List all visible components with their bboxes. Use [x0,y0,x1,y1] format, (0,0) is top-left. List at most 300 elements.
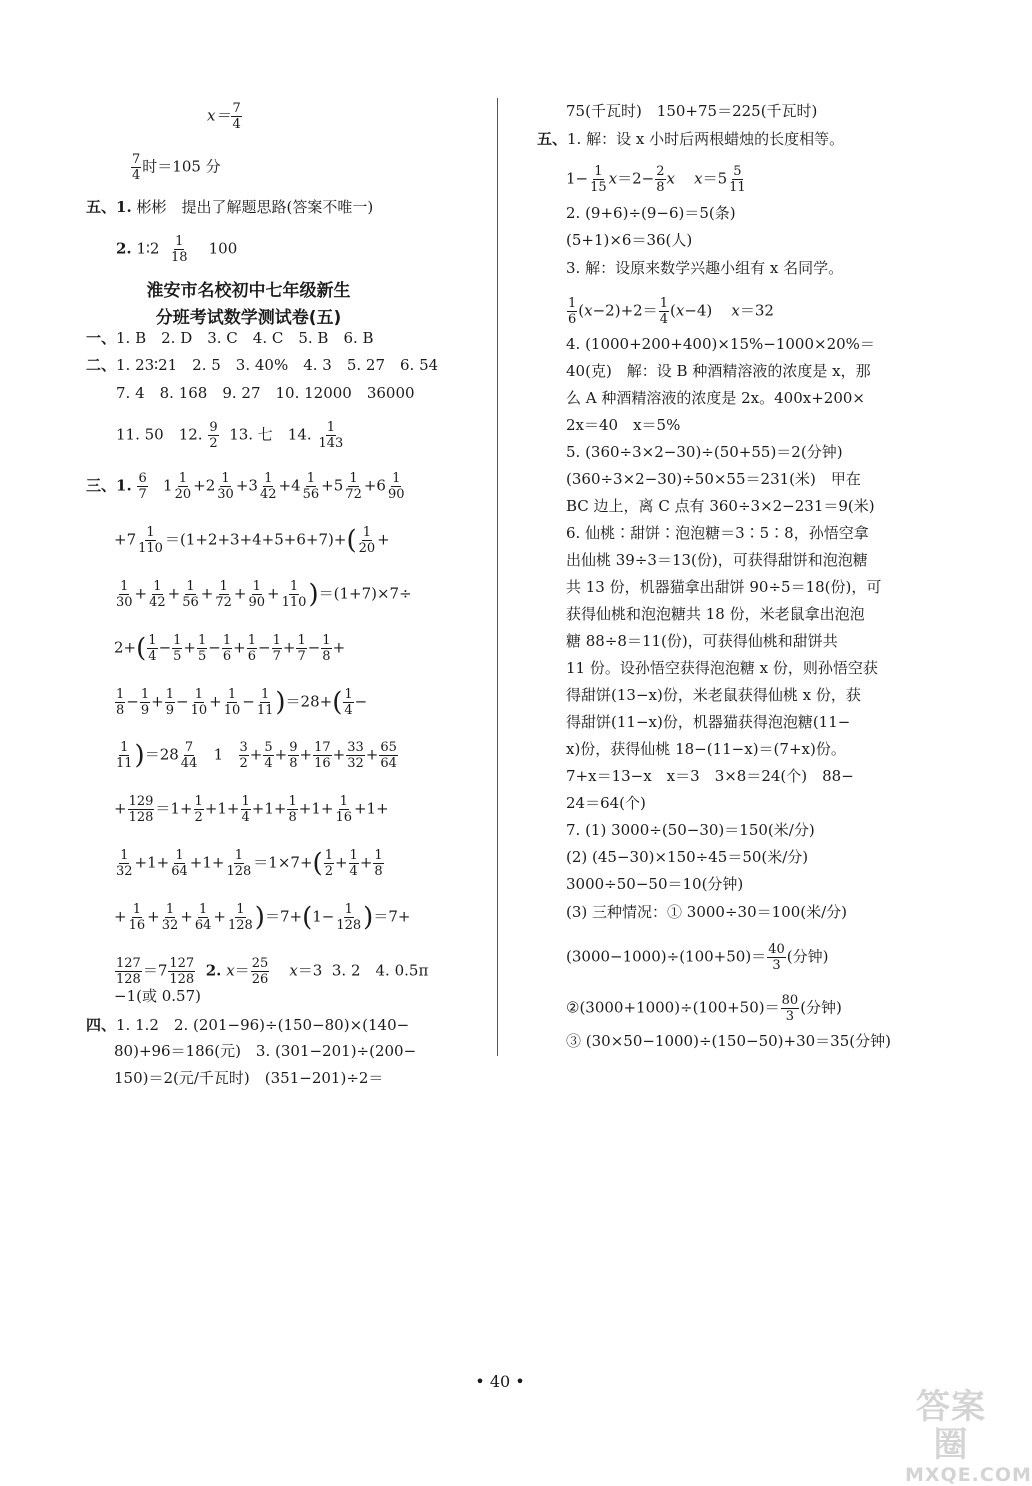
fraction-num: 1 [344,902,353,917]
item-number: 1. [116,476,132,495]
column-divider [497,98,498,1056]
fraction-den: 5 [173,649,182,664]
left-line-hours [130,152,221,183]
fraction-num: 5 [264,740,273,755]
var: x＝ [207,106,231,125]
fraction [248,579,267,610]
fraction [208,420,218,451]
text: 时＝105 分 [142,157,221,176]
fraction [251,956,270,987]
fraction-num: 2 [656,164,665,179]
fraction-num: 1 [306,471,316,486]
fraction [194,794,204,825]
fraction [334,794,353,825]
var: x [666,169,676,188]
fraction-num: 1 [339,794,348,809]
fraction-den: 10 [190,703,208,718]
fraction-num: 17 [314,740,331,755]
left-section3-line5: $\frac{1}{8}$ − $\frac{1}{9}$ + $\frac{1}{9}$ − $\frac{1}{10}$ + $\frac{1}{10}$ − $\frac{1}{11}$ )＝28+( $\frac{1}{4}$ − [116,687,368,718]
fraction-den: 128 [226,864,252,879]
fraction-num: 1 [349,471,358,486]
fraction [115,579,134,610]
fraction-num: 127 [116,956,141,971]
left-section3-cont: −1(或 0.57) [114,987,201,1005]
fraction [174,471,193,502]
right-line14: 6. 仙桃∶甜饼∶泡泡糖＝3∶5∶8，孙悟空拿 [566,524,869,542]
watermark-text: 答案圈 [916,1387,986,1465]
fraction-den: 16 [128,918,146,933]
fraction-den: 128 [116,972,141,987]
fraction [194,902,213,933]
text: 1. 23∶21 2. 5 3. 40% 4. 3 5. 27 6. 54 [116,356,439,374]
fraction-num: 1 [241,794,250,809]
fraction-num: 1 [198,633,207,648]
fraction-den: 128 [169,972,195,987]
fraction-den: 20 [358,541,376,556]
fraction-den: 3 [772,958,781,973]
fraction-den: 20 [174,487,192,502]
fraction-den: 2 [239,756,248,771]
text: 100 [208,239,238,258]
fraction [128,902,147,933]
fraction-den: 8 [289,756,298,771]
fraction-den: 90 [387,487,405,502]
fraction [589,164,608,195]
right-cont-line: 75(千瓦时) 150+75＝225(千瓦时) [566,102,818,120]
watermark-logo [905,1387,1032,1486]
left-section2-line2: 7. 4 8. 168 9. 27 10. 12000 36000 [116,384,415,402]
watermark-domain: MXQE.COM [905,1464,1032,1486]
fraction [225,848,252,879]
fraction-num: 1 [120,848,129,863]
fraction-den: 4 [241,810,250,825]
fraction-num: 1 [120,740,129,755]
left-section5-item2 [116,234,237,265]
fraction-den: 6 [247,649,256,664]
fraction-num: 1 [234,848,244,863]
fraction-num: 1 [349,848,358,863]
fraction-num: 1 [198,902,208,917]
fraction-num: 1 [132,902,141,917]
fraction-num: 1 [362,525,372,540]
fraction-den: 30 [116,595,133,610]
fraction-num: 1 [165,687,174,702]
fraction [259,471,278,502]
fraction [302,471,321,502]
right-line11: 5. (360÷3×2−30)÷(50+55)＝2(分钟) [566,443,843,461]
fraction [137,471,147,502]
var: x [608,169,618,188]
right-line27: 3000÷50−50＝10(分钟) [566,875,744,893]
fraction [272,633,282,664]
fraction-den: 110 [281,595,307,610]
fraction-den: 32 [116,864,133,879]
fraction [767,942,786,973]
fraction-num: 1 [568,296,577,311]
left-line-x-equals [207,101,243,132]
fraction [190,687,209,718]
right-line5: 3. 解：设原来数学兴趣小组有 x 名同学。 [566,259,844,277]
text: (3000−1000)÷(100+50)＝ [566,947,767,966]
fraction-num: 65 [380,740,397,755]
fraction [115,848,134,879]
left-section3-line8: $\frac{1}{32}$ +1+ $\frac{1}{64}$ +1+ $\frac{1}{128}$ ＝1×7+( $\frac{1}{2}$ + $\frac{1}{4}$ + $\frac{1}{8}$ [116,848,383,879]
fraction [115,687,125,718]
fraction [231,101,241,132]
fraction [197,633,207,664]
text: 1. 1.2 2. (201−96)÷(150−80)×(140− [116,1016,410,1034]
text: 0.5π [394,961,429,980]
fraction-den: 4 [264,756,273,771]
fraction-num: 1 [140,687,150,702]
var: x [226,961,235,980]
fraction-den: 128 [128,810,154,825]
text: ②(3000+1000)÷(100+50)＝ [566,998,780,1017]
fraction [247,633,257,664]
left-section4-line1 [86,1015,409,1035]
fraction-den: 143 [318,436,344,451]
fraction-den: 16 [314,756,331,771]
fraction [256,687,275,718]
fraction-den: 15 [590,180,607,195]
fraction-num: 7 [132,152,141,167]
left-section3-line9: + $\frac{1}{16}$ + $\frac{1}{32}$ + $\frac{1}{64}$ + $\frac{1}{128}$ )＝7+(1− $\frac{1}{128}$ )＝7+ [114,902,411,933]
text: 13. 七 14. [229,425,312,444]
var: x [289,961,298,980]
fraction-den: 6 [568,312,577,327]
fraction-den: 44 [180,756,198,771]
fraction-num: 7 [184,740,194,755]
left-section2-line1 [86,355,438,375]
exam-title-line1: 淮安市名校初中七年级新生 [146,281,351,301]
fraction-den: 9 [140,703,150,718]
fraction [131,152,141,183]
fraction-den: 5 [198,649,207,664]
fraction-den: 8 [656,180,665,195]
fraction [728,164,747,195]
fraction-num: 1 [252,579,261,594]
right-line24: 24＝64(个) [566,794,646,812]
fraction [168,956,195,987]
fraction-num: 25 [251,956,269,971]
fraction-den: 7 [138,487,147,502]
text: 1∶2 [136,239,160,258]
fraction-den: 90 [248,595,266,610]
fraction-den: 6 [222,649,232,664]
left-section1 [86,328,374,348]
fraction-num: 9 [289,740,298,755]
fraction-num: 1 [289,579,299,594]
left-section4-line3: 150)＝2(元/千瓦时) (351−201)÷2＝ [114,1069,384,1087]
fraction-num: 1 [178,471,188,486]
fraction-num: 1 [594,164,603,179]
fraction-den: 10 [223,703,241,718]
fraction-den: 11 [256,703,274,718]
fraction [214,579,233,610]
fraction [317,420,344,451]
fraction-den: 30 [217,487,234,502]
section-label: 一、 [86,329,117,347]
fraction [349,848,359,879]
fraction-num: 1 [173,633,182,648]
fraction-den: 64 [380,756,397,771]
fraction [335,902,362,933]
fraction-den: 8 [288,810,297,825]
left-section4-line2: 80)+96＝186(元) 3. (301−201)÷(200− [114,1042,417,1060]
fraction-den: 4 [349,864,358,879]
fraction-num: 1 [222,633,232,648]
right-section5-line1 [537,129,844,149]
fraction [387,471,406,502]
right-line12: (360÷3×2−30)÷50×55＝231(米) 甲在 [566,470,861,488]
fraction-den: 32 [347,756,364,771]
fraction-num: 1 [153,579,162,594]
fraction-num: 127 [169,956,195,971]
left-section3-line3: $\frac{1}{30}$ + $\frac{1}{42}$ + $\frac{1}{56}$ + $\frac{1}{72}$ + $\frac{1}{90}$ + $\frac{1}{110}$ )＝(1+7)×7÷ [116,579,412,610]
fraction-den: 64 [194,918,212,933]
fraction-num: 1 [194,687,203,702]
text: 3. 2 4. [331,961,390,980]
right-line13: BC 边上，离 C 点有 360÷3×2−231＝9(米) [566,497,875,515]
right-line23: 7+x＝13−x x＝3 3×8＝24(个) 88− [566,767,854,785]
right-line30 [566,993,842,1024]
text: 1. B 2. D 3. C 4. C 5. B 6. B [116,329,374,347]
fraction [170,234,189,265]
fraction-den: 2 [194,810,203,825]
fraction-num: 5 [733,164,742,179]
fraction [223,687,242,718]
fraction-num: 1 [236,902,245,917]
fraction-den: 110 [138,541,163,556]
fraction [181,579,200,610]
fraction-den: 128 [227,918,253,933]
fraction-num: 3 [239,740,248,755]
right-line26: (2) (45−30)×150÷45＝50(米/分) [566,848,809,866]
left-section3-line4: 2+( $\frac{1}{4}$ − $\frac{1}{5}$ + $\frac{1}{5}$ − $\frac{1}{6}$ + $\frac{1}{6}$ − $\frac{1}{7}$ + $\frac{1}{7}$ − $\frac{1}{8}$ + [114,633,346,664]
var: x [731,301,740,320]
right-line25: 7. (1) 3000÷(50−30)＝150(米/分) [566,821,815,839]
fraction-den: 26 [251,972,269,987]
fraction [115,740,134,771]
fraction-den: 4 [132,168,141,183]
fraction-num: 1 [659,296,668,311]
fraction-den: 42 [149,595,166,610]
fraction-num: 1 [120,579,129,594]
fraction-num: 1 [264,471,273,486]
fraction [180,740,199,771]
fraction [137,525,164,556]
fraction-num: 1 [326,420,335,435]
right-line16: 共 13 份，机器猫拿出甜饼 90÷5＝18(份)，可 [566,578,882,596]
fraction-den: 16 [335,810,352,825]
fraction-den: 3 [785,1009,795,1024]
fraction-den: 7 [297,649,306,664]
left-section5-item1 [86,197,373,217]
right-line17: 获得仙桃和泡泡糖共 18 份，米老鼠拿出泡泡 [566,605,865,623]
fraction-den: 4 [148,649,157,664]
fraction-num: 1 [344,687,353,702]
fraction-num: 1 [194,794,203,809]
fraction [313,740,332,771]
right-line31: ③ (30×50−1000)÷(150−50)+30＝35(分钟) [566,1032,891,1050]
fraction-num: 1 [247,633,256,648]
fraction [263,740,273,771]
item-number: 2. [205,961,222,980]
fraction [346,740,365,771]
fraction [288,740,298,771]
fraction-num: 80 [781,993,799,1008]
fraction-num: 9 [209,420,218,435]
right-line18: 糖 88÷8＝11(份)，可获得仙桃和甜饼共 [566,632,838,650]
fraction-den: 4 [232,117,241,132]
left-section2-line3 [116,420,345,451]
section-label: 三、 [86,476,117,495]
right-line19: 11 份。设孙悟空获得泡泡糖 x 份，则孙悟空获 [566,659,878,677]
fraction [241,794,251,825]
fraction-den: 2 [324,864,333,879]
fraction-num: 1 [165,902,175,917]
left-section3-line10: $\frac{127}{128}$ ＝7 $\frac{127}{128}$ 2. x＝ $\frac{25}{26}$ x＝3 3. 2 4. 0.5π [116,956,429,987]
fraction-num: 1 [175,234,184,249]
fraction-den: 72 [215,595,232,610]
fraction-num: 7 [232,101,241,116]
text: 11. 50 12. [116,425,203,444]
text: 彬彬 提出了解题思路(答案不唯一) [136,198,374,216]
fraction [140,687,150,718]
right-line20: 得甜饼(13−x)份，米老鼠获得仙桃 x 份，获 [566,686,861,704]
fraction-num: 1 [219,579,228,594]
right-line9: 么 A 种酒精溶液的浓度是 2x。400x+200× [566,389,865,407]
fraction [781,993,800,1024]
fraction [172,633,182,664]
fraction-den: 2 [209,436,218,451]
page-number: • 40 • [475,1372,525,1391]
fraction-num: 129 [128,794,154,809]
fraction [147,633,157,664]
fraction-den: 8 [116,703,125,718]
fraction-num: 1 [297,633,306,648]
fraction-num: 40 [768,942,785,957]
fraction-den: 4 [659,312,668,327]
fraction [321,633,331,664]
left-section3-line6: $\frac{1}{11}$ )＝28 $\frac{7}{44}$ 1 $\frac{3}{2}$ + $\frac{5}{4}$ + $\frac{9}{8}$ + $\frac{17}{16}$ + $\frac{33}{32}$ + $\frac{65}{64}$ [116,740,397,771]
fraction-den: 64 [171,864,188,879]
fraction [324,848,334,879]
section-label: 五、 [537,130,568,148]
right-line29 [566,942,828,973]
fraction-den: 32 [161,918,179,933]
left-section3-line7: + $\frac{129}{128}$ ＝1+ $\frac{1}{2}$ +1+ $\frac{1}{4}$ +1+ $\frac{1}{8}$ +1+ $\frac{1}{16}$ +1+ [114,794,389,825]
fraction-num: 33 [347,740,364,755]
fraction-den: 56 [302,487,320,502]
text: 1. 解：设 x 小时后两根蜡烛的长度相等。 [567,130,845,148]
fraction-den: 128 [336,918,362,933]
right-line10: 2x＝40 x＝5% [566,416,681,434]
fraction-num: 6 [138,471,147,486]
right-line15: 出仙桃 39÷3＝13(份)，可获得甜饼和泡泡糖 [566,551,868,569]
fraction [296,633,306,664]
fraction [567,296,577,327]
fraction [655,164,665,195]
fraction-num: 1 [324,848,333,863]
fraction [373,848,383,879]
fraction-den: 9 [165,703,174,718]
fraction-den: 56 [182,595,199,610]
fraction-num: 1 [322,633,331,648]
fraction-den: 4 [344,703,353,718]
fraction [115,956,142,987]
fraction [216,471,235,502]
left-section3-line2: +7 $\frac{1}{110}$ ＝(1+2+3+4+5+6+7)+( $\frac{1}{20}$ + [114,525,390,556]
fraction-num: 1 [374,848,383,863]
fraction-den: 11 [729,180,746,195]
fraction-den: 11 [116,756,133,771]
fraction [287,794,297,825]
left-section3-line1: 三、1. $\frac{6}{7}$ 1 $\frac{1}{20}$ +2 $\frac{1}{30}$ +3 $\frac{1}{42}$ +4 $\frac{1}{56}$ +5 $\frac{1}{72}$ +6 $\frac{1}{90}$ [86,471,405,502]
right-line7: 4. (1000+200+400)×15%−1000×20%＝ [566,335,875,353]
section-label: 二、 [86,356,117,374]
fraction [659,296,669,327]
right-line6: $\frac{1}{6}$ (x−2)+2＝ $\frac{1}{4}$ (x−4) x＝32 [568,296,774,327]
fraction-num: 1 [392,471,401,486]
right-line8: 40(克) 解：设 B 种酒精溶液的浓度是 x，那 [566,362,871,380]
fraction-num: 1 [186,579,195,594]
var: x [584,301,593,320]
section-label: 四、 [86,1016,117,1034]
fraction [343,687,353,718]
var: x [675,301,685,320]
fraction-num: 1 [116,687,125,702]
var: x [694,169,703,188]
fraction [344,471,363,502]
right-line28: (3) 三种情况：① 3000÷30＝100(米/分) [566,903,848,921]
fraction-num: 1 [272,633,281,648]
fraction [379,740,398,771]
item-number: 1. [116,198,132,216]
fraction-num: 1 [288,794,297,809]
fraction [281,579,308,610]
fraction-num: 1 [260,687,270,702]
fraction-den: 42 [259,487,277,502]
fraction-den: 8 [322,649,331,664]
fraction-den: 72 [345,487,362,502]
right-line3: 2. (9+6)÷(9−6)＝5(条) [566,204,736,222]
text: (分钟) [786,947,829,966]
right-line21: 得甜饼(11−x)份，机器猫获得泡泡糖(11− [566,713,851,731]
fraction [165,687,175,718]
fraction [227,902,254,933]
right-line4: (5+1)×6＝36(人) [566,231,693,249]
fraction [358,525,377,556]
fraction [148,579,167,610]
exam-title-line2: 分班考试数学测试卷(五) [155,308,342,328]
section-label: 五、 [86,198,117,216]
fraction-num: 1 [148,633,157,648]
fraction-den: 7 [272,649,281,664]
right-line2: 1− $\frac{1}{15}$ x＝2− $\frac{2}{8}$ x x＝5 $\frac{5}{11}$ [566,164,746,195]
fraction-den: 8 [374,864,383,879]
fraction-den: 18 [171,250,188,265]
fraction [222,633,232,664]
fraction [161,902,180,933]
item-number: 2. [116,239,132,258]
fraction [128,794,155,825]
right-line22: x)份，获得仙桃 18−(11−x)＝(7+x)份。 [566,740,846,758]
fraction-num: 1 [146,525,155,540]
fraction-num: 1 [175,848,184,863]
text: (分钟) [800,998,842,1017]
fraction [239,740,249,771]
